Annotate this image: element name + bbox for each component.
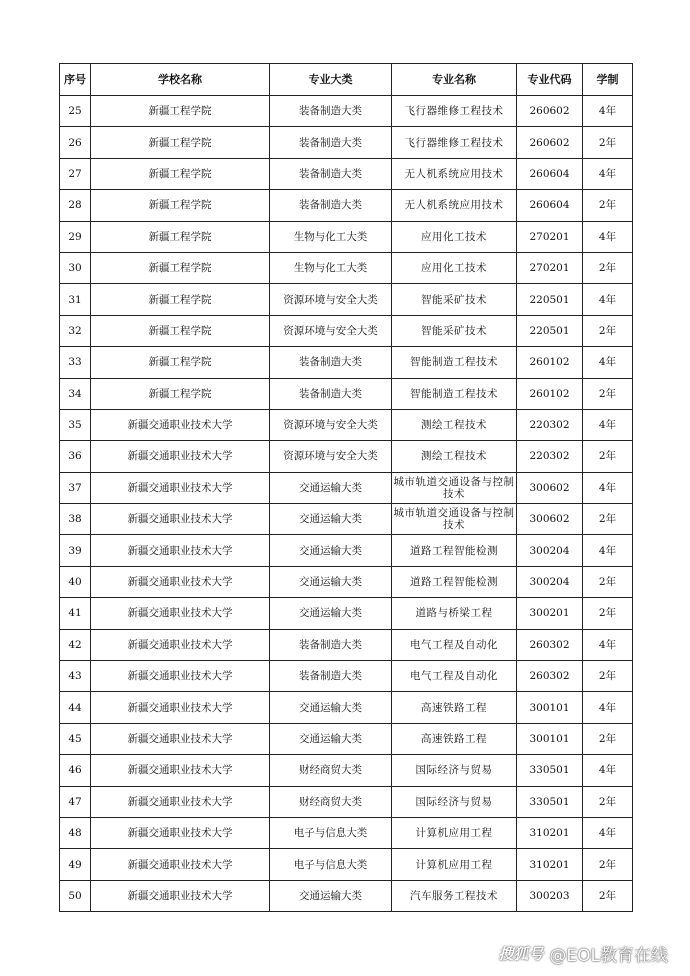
cell-major-name: 国际经济与贸易 [392,786,517,817]
cell-major-name: 计算机应用工程 [392,817,517,848]
cell-major-code: 300204 [517,566,583,597]
cell-duration: 4年 [583,347,633,378]
cell-duration: 2年 [583,127,633,158]
table-row [60,629,633,660]
cell-index: 44 [60,692,91,723]
table-row [60,378,633,409]
cell-major-category: 装备制造大类 [270,190,392,221]
table-row [60,880,633,911]
table-row [60,252,633,283]
cell-major-category: 交通运输大类 [270,598,392,629]
cell-major-category: 资源环境与安全大类 [270,284,392,315]
table-row [60,598,633,629]
cell-major-category: 装备制造大类 [270,347,392,378]
table-row [60,786,633,817]
cell-index: 41 [60,598,91,629]
table-row [60,504,633,535]
cell-major-name: 道路工程智能检测 [392,535,517,566]
cell-school-name: 新疆交通职业技术大学 [91,692,270,723]
table-header-row [60,64,633,96]
cell-school-name: 新疆交通职业技术大学 [91,566,270,597]
cell-major-name: 高速铁路工程 [392,692,517,723]
cell-major-name: 飞行器维修工程技术 [392,96,517,127]
table-row [60,284,633,315]
cell-school-name: 新疆交通职业技术大学 [91,880,270,911]
table-row [60,315,633,346]
cell-index: 27 [60,158,91,189]
cell-major-code: 220501 [517,284,583,315]
cell-index: 33 [60,347,91,378]
cell-index: 34 [60,378,91,409]
cell-major-code: 260602 [517,96,583,127]
cell-major-category: 装备制造大类 [270,96,392,127]
table-row [60,158,633,189]
table-row [60,849,633,880]
cell-duration: 2年 [583,598,633,629]
cell-major-code: 260302 [517,629,583,660]
cell-duration: 2年 [583,566,633,597]
cell-major-code: 260604 [517,158,583,189]
cell-major-name: 计算机应用工程 [392,849,517,880]
cell-duration: 4年 [583,96,633,127]
sohu-logo-icon: 搜狐号 [498,945,544,963]
cell-index: 46 [60,755,91,786]
cell-major-category: 财经商贸大类 [270,755,392,786]
cell-school-name: 新疆交通职业技术大学 [91,849,270,880]
cell-index: 25 [60,96,91,127]
cell-major-code: 300204 [517,535,583,566]
cell-duration: 4年 [583,472,633,503]
cell-major-name: 国际经济与贸易 [392,755,517,786]
cell-duration: 4年 [583,535,633,566]
cell-major-category: 装备制造大类 [270,127,392,158]
cell-duration: 4年 [583,817,633,848]
cell-major-name: 道路工程智能检测 [392,566,517,597]
table-row [60,472,633,503]
cell-duration: 4年 [583,629,633,660]
cell-school-name: 新疆工程学院 [91,252,270,283]
cell-school-name: 新疆工程学院 [91,315,270,346]
cell-major-category: 生物与化工大类 [270,221,392,252]
cell-school-name: 新疆交通职业技术大学 [91,409,270,440]
cell-major-name: 无人机系统应用技术 [392,190,517,221]
cell-duration: 2年 [583,504,633,535]
cell-index: 42 [60,629,91,660]
cell-major-code: 260604 [517,190,583,221]
cell-major-code: 270201 [517,252,583,283]
cell-duration: 2年 [583,378,633,409]
cell-school-name: 新疆工程学院 [91,347,270,378]
table-row [60,817,633,848]
cell-major-category: 资源环境与安全大类 [270,409,392,440]
cell-major-code: 300203 [517,880,583,911]
cell-duration: 4年 [583,284,633,315]
cell-major-category: 生物与化工大类 [270,252,392,283]
header-index: 序号 [60,64,91,96]
cell-duration: 2年 [583,315,633,346]
cell-school-name: 新疆交通职业技术大学 [91,535,270,566]
cell-school-name: 新疆交通职业技术大学 [91,786,270,817]
cell-major-category: 交通运输大类 [270,535,392,566]
cell-major-name: 城市轨道交通设备与控制技术 [392,504,517,535]
cell-index: 40 [60,566,91,597]
table-row [60,127,633,158]
cell-index: 45 [60,723,91,754]
cell-major-code: 260602 [517,127,583,158]
cell-major-code: 220302 [517,409,583,440]
table-row [60,535,633,566]
cell-school-name: 新疆交通职业技术大学 [91,472,270,503]
table-row [60,723,633,754]
cell-major-code: 330501 [517,786,583,817]
cell-index: 49 [60,849,91,880]
cell-school-name: 新疆工程学院 [91,96,270,127]
cell-major-code: 310201 [517,817,583,848]
cell-index: 43 [60,661,91,692]
cell-major-category: 电子与信息大类 [270,817,392,848]
cell-school-name: 新疆交通职业技术大学 [91,441,270,472]
header-major-code: 专业代码 [517,64,583,96]
header-major-category: 专业大类 [270,64,392,96]
cell-major-name: 应用化工技术 [392,221,517,252]
table-row [60,409,633,440]
cell-duration: 2年 [583,880,633,911]
cell-index: 36 [60,441,91,472]
cell-school-name: 新疆交通职业技术大学 [91,723,270,754]
watermark-text: @EOL教育在线 [549,946,668,966]
cell-index: 29 [60,221,91,252]
cell-index: 47 [60,786,91,817]
cell-duration: 2年 [583,441,633,472]
cell-major-code: 300201 [517,598,583,629]
cell-major-code: 300602 [517,504,583,535]
watermark [498,941,668,966]
cell-major-code: 260302 [517,661,583,692]
table-body [60,96,633,912]
cell-major-code: 300101 [517,692,583,723]
cell-index: 37 [60,472,91,503]
cell-major-category: 装备制造大类 [270,661,392,692]
cell-major-category: 资源环境与安全大类 [270,315,392,346]
cell-major-code: 220302 [517,441,583,472]
cell-major-category: 装备制造大类 [270,158,392,189]
cell-duration: 4年 [583,221,633,252]
cell-school-name: 新疆工程学院 [91,284,270,315]
cell-index: 28 [60,190,91,221]
cell-index: 35 [60,409,91,440]
table-row [60,347,633,378]
table-row [60,566,633,597]
cell-index: 50 [60,880,91,911]
header-duration: 学制 [583,64,633,96]
cell-school-name: 新疆交通职业技术大学 [91,755,270,786]
table-row [60,661,633,692]
header-school-name: 学校名称 [91,64,270,96]
cell-major-code: 220501 [517,315,583,346]
cell-major-code: 260102 [517,347,583,378]
cell-major-category: 交通运输大类 [270,504,392,535]
cell-major-category: 交通运输大类 [270,566,392,597]
cell-duration: 2年 [583,661,633,692]
cell-school-name: 新疆交通职业技术大学 [91,504,270,535]
cell-major-name: 飞行器维修工程技术 [392,127,517,158]
cell-duration: 2年 [583,786,633,817]
table-row [60,692,633,723]
cell-major-category: 交通运输大类 [270,880,392,911]
cell-major-name: 应用化工技术 [392,252,517,283]
cell-duration: 4年 [583,409,633,440]
cell-major-name: 高速铁路工程 [392,723,517,754]
cell-major-name: 电气工程及自动化 [392,629,517,660]
cell-major-name: 无人机系统应用技术 [392,158,517,189]
cell-duration: 2年 [583,252,633,283]
cell-index: 39 [60,535,91,566]
header-major-name: 专业名称 [392,64,517,96]
cell-school-name: 新疆交通职业技术大学 [91,598,270,629]
cell-major-name: 城市轨道交通设备与控制技术 [392,472,517,503]
table-row [60,221,633,252]
cell-major-code: 270201 [517,221,583,252]
cell-index: 30 [60,252,91,283]
cell-duration: 2年 [583,849,633,880]
cell-school-name: 新疆工程学院 [91,158,270,189]
cell-major-category: 装备制造大类 [270,378,392,409]
cell-major-name: 测绘工程技术 [392,409,517,440]
cell-major-category: 装备制造大类 [270,629,392,660]
cell-major-name: 电气工程及自动化 [392,661,517,692]
cell-major-name: 道路与桥梁工程 [392,598,517,629]
cell-school-name: 新疆工程学院 [91,190,270,221]
cell-major-category: 交通运输大类 [270,472,392,503]
cell-major-category: 财经商贸大类 [270,786,392,817]
cell-major-name: 汽车服务工程技术 [392,880,517,911]
table-row [60,190,633,221]
table-row [60,96,633,127]
table-row [60,441,633,472]
cell-major-name: 智能制造工程技术 [392,347,517,378]
cell-index: 38 [60,504,91,535]
cell-major-category: 电子与信息大类 [270,849,392,880]
cell-school-name: 新疆工程学院 [91,127,270,158]
cell-school-name: 新疆交通职业技术大学 [91,817,270,848]
cell-duration: 4年 [583,692,633,723]
cell-major-name: 智能采矿技术 [392,315,517,346]
cell-school-name: 新疆工程学院 [91,221,270,252]
cell-school-name: 新疆工程学院 [91,378,270,409]
cell-major-name: 测绘工程技术 [392,441,517,472]
cell-major-category: 交通运输大类 [270,692,392,723]
cell-major-code: 330501 [517,755,583,786]
cell-major-category: 资源环境与安全大类 [270,441,392,472]
cell-duration: 4年 [583,755,633,786]
cell-index: 31 [60,284,91,315]
cell-major-code: 300602 [517,472,583,503]
cell-index: 32 [60,315,91,346]
cell-index: 26 [60,127,91,158]
cell-duration: 2年 [583,723,633,754]
cell-major-code: 300101 [517,723,583,754]
table-row [60,755,633,786]
cell-school-name: 新疆交通职业技术大学 [91,629,270,660]
cell-duration: 4年 [583,158,633,189]
cell-major-code: 260102 [517,378,583,409]
cell-major-name: 智能采矿技术 [392,284,517,315]
program-table [59,63,633,912]
cell-major-code: 310201 [517,849,583,880]
cell-index: 48 [60,817,91,848]
cell-duration: 2年 [583,190,633,221]
cell-school-name: 新疆交通职业技术大学 [91,661,270,692]
cell-major-name: 智能制造工程技术 [392,378,517,409]
cell-major-category: 交通运输大类 [270,723,392,754]
